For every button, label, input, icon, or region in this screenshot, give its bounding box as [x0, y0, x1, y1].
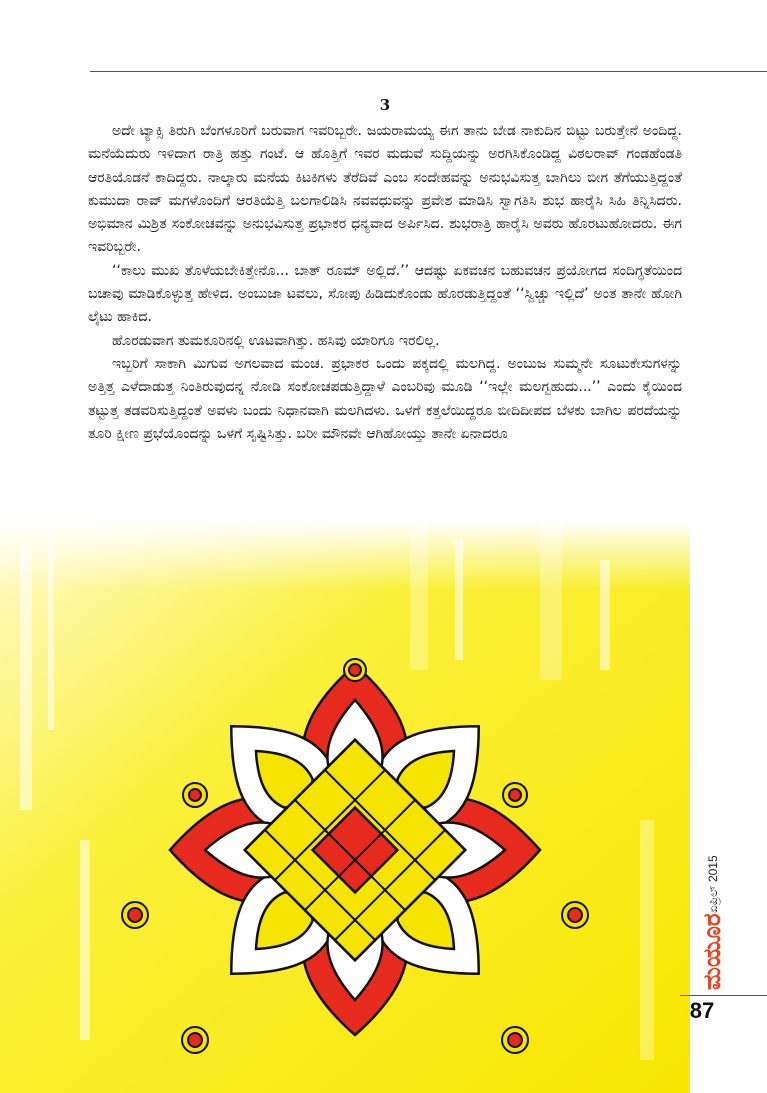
- paragraph: ‘‘ಕಾಲು ಮುಖ ತೊಳೆಯಬೇಕಿತ್ತೇನೊ... ಬಾತ್ ರೂಮ್ ಅಲ್ಲಿದೆ.’’ ಆದಷ್ಟು ಏಕವಚನ ಬಹುವಚನ ಪ್ರಯೋಗದ ಸಂದಿಗ್ಧತೆಯಿಂದ ಬಚಾವು ಮಾಡಿಕೊಳ್ಳುತ್ತ ಹೇಳಿದ. ಅಂಬುಜಾ ಟವಲು, ಸೋಪು ಹಿಡಿದುಕೊಂಡು ಹೊರಡುತ್ತಿದ್ದಂತೆ ‘‘ಸ್ವಿಚ್ಚು ಇಲ್ಲಿದೆ’ ಅಂತ ತಾನೇ ಹೋಗಿ ಲೈಟು ಹಾಕಿದ.: [88, 262, 682, 326]
- page-number: 87: [689, 998, 715, 1023]
- rangoli-illustration: [0, 520, 690, 1093]
- paragraph: ಇಬ್ಬರಿಗೆ ಸಾಕಾಗಿ ಮಿಗುವ ಅಗಲವಾದ ಮಂಚ. ಪ್ರಭಾಕರ ಒಂದು ಪಕ್ಕದಲ್ಲಿ ಮಲಗಿದ್ದ. ಅಂಬುಜ ಸುಮ್ಮನೇ ಸೂಟುಕೇಸುಗಳನ್ನು ಅತ್ತಿತ್ತ ಎಳೆದಾಡುತ್ತ ನಿಂತಿರುವುದನ್ನ ನೋಡಿ ಸಂಕೋಚಪಡುತ್ತಿದ್ದಾಳೆ ಎಂಬರಿವು ಮೂಡಿ ‘‘ಇಲ್ಲೇ ಮಲಗ್ಬಹುದು...’’ ಎಂದು ಕೈಯಿಂದ ತಟ್ಟುತ್ತ ತಡವರಿಸುತ್ತಿದ್ದಂತೆ ಅವಳು ಬಂದು ನಿಧಾನವಾಗಿ ಮಲಗಿದಳು. ಒಳಗೆ ಕತ್ತಲೆಯಿದ್ದರೂ ಬೀದಿದೀಪದ ಬೆಳಕು ಬಾಗಿಲ ಪರದೆಯನ್ನು ತೂರಿ ಕ್ಷೀಣ ಪ್ರಭೆಯೊಂದನ್ನು ಒಳಗೆ ಸೃಷ್ಟಿಸಿತ್ತು. ಬರೀ ಮೌನವೇ ಆಗಿಹೋಯ್ತು ತಾನೇ ಏನಾದರೂ: [88, 355, 682, 442]
- story-text: [88, 120, 682, 446]
- issue-label: [700, 800, 726, 990]
- magazine-name: ಮಯೂರ: [699, 913, 726, 990]
- chapter-number: 3: [379, 96, 391, 114]
- issue-date: ಏಪ್ರಿಲ್ 2015: [706, 855, 720, 914]
- paragraph: ಅದೇ ಟ್ಯಾಕ್ಸಿ ತಿರುಗಿ ಬೆಂಗಳೂರಿಗೆ ಬರುವಾಗ ಇವರಿಬ್ಬರೇ. ಜಯರಾಮಯ್ಯ ಈಗ ತಾನು ಬೇಡ ನಾಕುದಿನ ಬಿಟ್ಟು ಬರುತ್ತೇನೆ ಅಂದಿದ್ದ. ಮನೆಯೆದುರು ಇಳಿದಾಗ ರಾತ್ರಿ ಹತ್ತು ಗಂಟೆ. ಆ ಹೊತ್ತಿಗೆ ಇವರ ಮದುವೆ ಸುದ್ದಿಯನ್ನು ಅರಗಿಸಿಕೊಂಡಿದ್ದ ವಿಠಲರಾವ್ ಗಂಡಹೆಂಡತಿ ಆರತಿಯೊಡನೆ ಕಾದಿದ್ದರು. ನಾಲ್ಕಾರು ಮನೆಯ ಕಿಟಕಿಗಳು ತೆರೆದಿವೆ ಎಂಬ ಸಂದೇಹವನ್ನು ಅನುಭವಿಸುತ್ತ ಬಾಗಿಲು ಬೀಗ ತೆಗೆಯುತ್ತಿದ್ದಂತೆ ಕುಮುದಾ ರಾವ್ ಮಗಳೊಂದಿಗೆ ಆರತಿಯೆತ್ತಿ ಬಲಗಾಲಿಡಿಸಿ ನವವಧುವನ್ನು ಪ್ರವೇಶ ಮಾಡಿಸಿ ಸ್ವಾಗತಿಸಿ ಶುಭ ಹಾರೈಸಿ ಸಿಹಿ ತಿನ್ನಿಸಿದರು. ಅಭಿಮಾನ ಮಿಶ್ರಿತ ಸಂಕೋಚವನ್ನು ಅನುಭವಿಸುತ್ತ ಪ್ರಭಾಕರ ಧನ್ಯವಾದ ಅರ್ಪಿಸಿದ. ಶುಭರಾತ್ರಿ ಹಾರೈಸಿ ಅವರು ಹೊರಟುಹೋದರು. ಈಗ ಇವರಿಬ್ಬರೇ.: [88, 123, 682, 256]
- top-rule: [90, 71, 767, 72]
- paragraph: ಹೊರಡುವಾಗ ತುಮಕೂರಿನಲ್ಲಿ ಊಟವಾಗಿತ್ತು. ಹಸಿವು ಯಾರಿಗೂ ಇರಲಿಲ್ಲ.: [112, 332, 440, 349]
- page-number-rule: [680, 995, 767, 996]
